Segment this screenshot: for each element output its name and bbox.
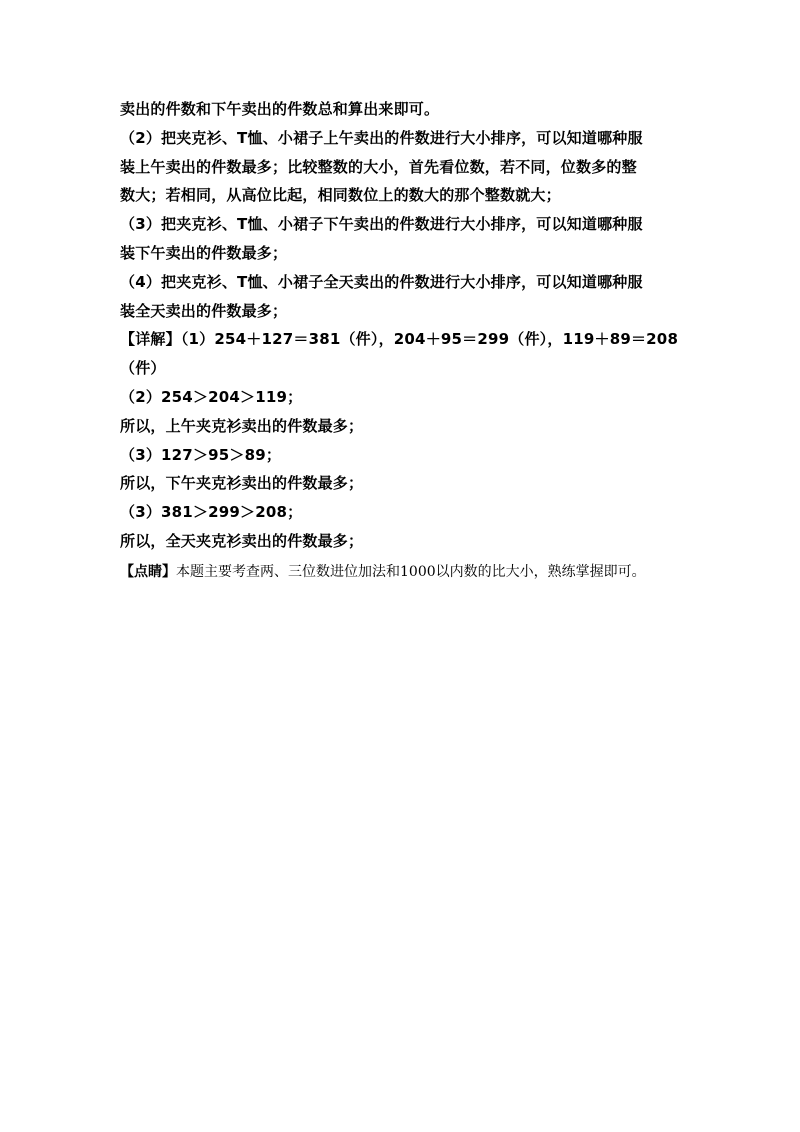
note-label: 【点睛】: [120, 563, 176, 580]
analysis-line-7: （4）把夹克衫、T恤、小裙子全天卖出的件数进行大小排序，可以知道哪种服: [120, 272, 643, 291]
analysis-line-1: 卖出的件数和下午卖出的件数总和算出来即可。: [120, 100, 440, 118]
analysis-line-4: 数大；若相同，从高位比起，相同数位上的数大的那个整数就大；: [120, 186, 561, 205]
detail-step: （3）127＞95＞89；: [120, 445, 282, 464]
detail-step-1: （1）254＋127＝381（件），204＋95＝299（件），119＋89＝208: [180, 330, 679, 349]
detail-line-2: （件）: [120, 359, 166, 378]
detail-label: 【详解】: [120, 330, 181, 349]
note-line: [120, 558, 680, 587]
detail-step: 所以，下午夹克衫卖出的件数最多；: [120, 474, 364, 493]
analysis-line-2: （2）把夹克衫、T恤、小裙子上午卖出的件数进行大小排序，可以知道哪种服: [120, 128, 643, 147]
detail-step: （3）381＞299＞208；: [120, 503, 303, 522]
document-page: [120, 95, 680, 587]
detail-line-1: [120, 325, 680, 354]
detail-step: 所以，全天夹克衫卖出的件数最多；: [120, 531, 364, 550]
detail-step: （2）254＞204＞119；: [120, 387, 303, 406]
analysis-line-5: （3）把夹克衫、T恤、小裙子下午卖出的件数进行大小排序，可以知道哪种服: [120, 215, 643, 234]
analysis-line-8: 装全天卖出的件数最多；: [120, 301, 288, 320]
analysis-line-6: 装下午卖出的件数最多；: [120, 243, 288, 262]
analysis-line-3: 装上午卖出的件数最多；比较整数的大小，首先看位数，若不同，位数多的整: [120, 157, 637, 176]
note-text: 本题主要考查两、三位数进位加法和1000以内数的比大小，熟练掌握即可。: [176, 563, 646, 580]
detail-step: 所以，上午夹克衫卖出的件数最多；: [120, 416, 364, 435]
